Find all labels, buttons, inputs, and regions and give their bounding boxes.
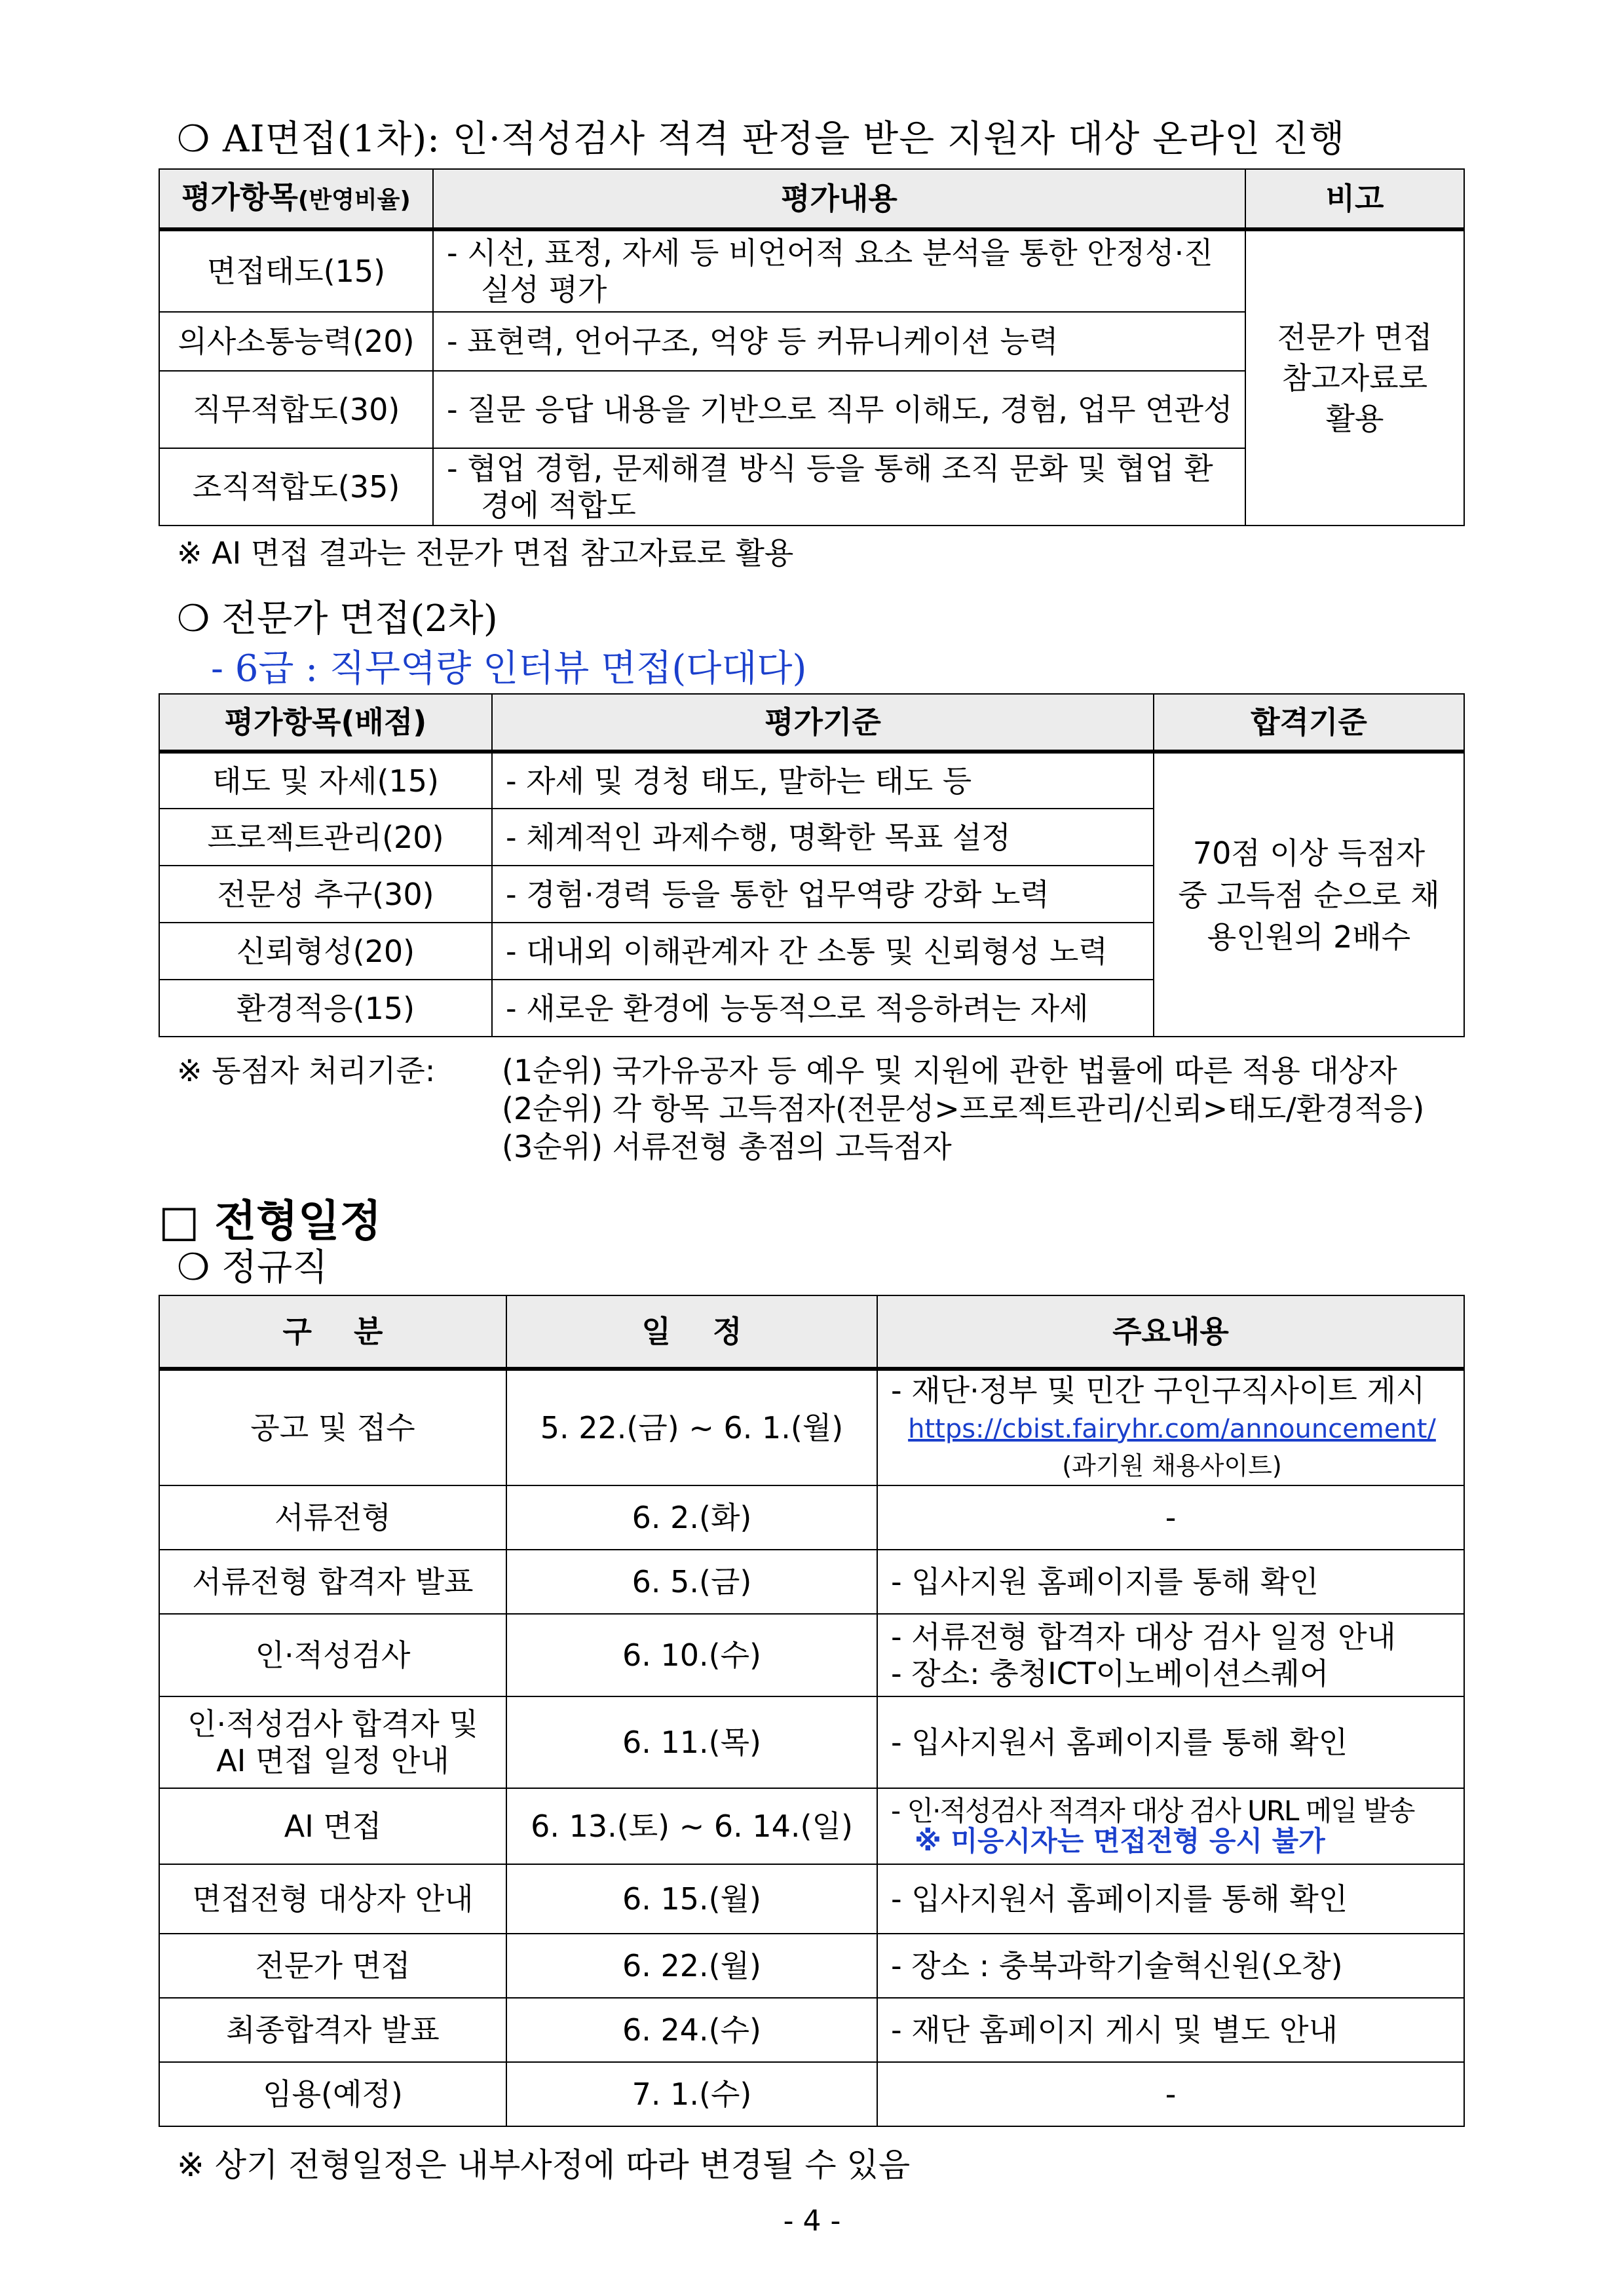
schedule-stage: 공고 및 접수 [159, 1369, 506, 1485]
ai-interview-table [159, 168, 1465, 526]
schedule-date: 6. 10.(수) [506, 1614, 877, 1696]
schedule-date: 6. 13.(토) ~ 6. 14.(일) [506, 1788, 877, 1864]
table-header: 평가항목(배점) [159, 694, 492, 752]
table-cell-criteria: - 대내외 이해관계자 간 소통 및 신뢰형성 노력 [492, 923, 1154, 980]
pass-criteria-cell: 70점 이상 득점자 중 고득점 순으로 채용인원의 2배수 [1154, 752, 1464, 1037]
table-header: 합격기준 [1154, 694, 1464, 752]
schedule-stage: AI 면접 [159, 1788, 506, 1864]
schedule-desc: - 장소 : 충북과학기술혁신원(오창) [877, 1934, 1464, 1998]
schedule-note: ※ 상기 전형일정은 내부사정에 따라 변경될 수 있음 [177, 2146, 911, 2184]
table-cell-item: 전문성 추구(30) [159, 866, 492, 923]
schedule-desc: - [877, 2062, 1464, 2126]
expert-interview-subheading: - 6급 : 직무역량 인터뷰 면접(다대다) [211, 647, 807, 690]
expert-interview-table [159, 693, 1465, 1037]
table-cell-item: 의사소통능력(20) [159, 312, 433, 371]
table-cell-item: 신뢰형성(20) [159, 923, 492, 980]
schedule-date: 6. 2.(화) [506, 1485, 877, 1550]
recruitment-site-link[interactable]: https://cbist.fairyhr.com/announcement/ [908, 1413, 1436, 1444]
schedule-date: 6. 15.(월) [506, 1864, 877, 1934]
table-cell-content: - 표현력, 언어구조, 억양 등 커뮤니케이션 능력 [433, 312, 1245, 371]
table-cell-item: 면접태도(15) [159, 229, 433, 312]
table-cell-item: 직무적합도(30) [159, 371, 433, 448]
tie-break-rule: (3순위) 서류전형 총점의 고득점자 [502, 1129, 952, 1164]
expert-interview-heading: ❍ 전문가 면접(2차) [177, 598, 498, 640]
table-header: 주요내용 [877, 1295, 1464, 1369]
schedule-desc: - 입사지원서 홈페이지를 통해 확인 [877, 1864, 1464, 1934]
table-header: 평가항목(반영비율) [159, 169, 433, 229]
schedule-date: 6. 5.(금) [506, 1550, 877, 1614]
tie-break-rule: (1순위) 국가유공자 등 예우 및 지원에 관한 법률에 따른 적용 대상자 [502, 1053, 1397, 1088]
schedule-stage: 인·적성검사 합격자 및 AI 면접 일정 안내 [159, 1696, 506, 1788]
schedule-stage: 임용(예정) [159, 2062, 506, 2126]
table-header: 비고 [1245, 169, 1464, 229]
table-cell-criteria: - 새로운 환경에 능동적으로 적응하려는 자세 [492, 980, 1154, 1037]
schedule-desc: - 인·적성검사 적격자 대상 검사 URL 메일 발송 ※ 미응시자는 면접전형 응시 불가 [877, 1788, 1464, 1864]
schedule-desc: - [877, 1485, 1464, 1550]
schedule-desc: - 입사지원 홈페이지를 통해 확인 [877, 1550, 1464, 1614]
table-header: 평가내용 [433, 169, 1245, 229]
table-cell-item: 조직적합도(35) [159, 448, 433, 526]
ai-interview-note: ※ AI 면접 결과는 전문가 면접 참고자료로 활용 [177, 535, 794, 571]
schedule-stage: 전문가 면접 [159, 1934, 506, 1998]
schedule-stage: 서류전형 [159, 1485, 506, 1550]
schedule-subheading: ❍ 정규직 [177, 1246, 328, 1289]
table-header: 구 분 [159, 1295, 506, 1369]
schedule-desc: - 입사지원서 홈페이지를 통해 확인 [877, 1696, 1464, 1788]
table-cell-item: 프로젝트관리(20) [159, 809, 492, 866]
schedule-date: 5. 22.(금) ~ 6. 1.(월) [506, 1369, 877, 1485]
ai-interview-heading: ❍ AI면접(1차): 인·적성검사 적격 판정을 받은 지원자 대상 온라인 진행 [177, 118, 1346, 161]
table-cell-item: 태도 및 자세(15) [159, 752, 492, 809]
schedule-desc: - 서류전형 합격자 대상 검사 일정 안내 - 장소: 충청ICT이노베이션스퀘어 [877, 1614, 1464, 1696]
table-cell-criteria: - 자세 및 경청 태도, 말하는 태도 등 [492, 752, 1154, 809]
schedule-stage: 최종합격자 발표 [159, 1998, 506, 2062]
table-cell-item: 환경적응(15) [159, 980, 492, 1037]
schedule-title: □ 전형일정 [159, 1196, 382, 1246]
schedule-stage: 인·적성검사 [159, 1614, 506, 1696]
remark-cell: 전문가 면접 참고자료로 활용 [1245, 229, 1464, 526]
schedule-desc: - 재단 홈페이지 게시 및 별도 안내 [877, 1998, 1464, 2062]
table-cell-content: - 시선, 표정, 자세 등 비언어적 요소 분석을 통한 안정성·진실성 평가 [433, 229, 1245, 312]
table-cell-content: - 협업 경험, 문제해결 방식 등을 통해 조직 문화 및 협업 환경에 적합도 [433, 448, 1245, 526]
schedule-table [159, 1295, 1465, 2127]
schedule-stage: 서류전형 합격자 발표 [159, 1550, 506, 1614]
tie-break-label: ※ 동점자 처리기준: [177, 1053, 436, 1088]
page-number: - 4 - [783, 2204, 841, 2238]
schedule-date: 6. 11.(목) [506, 1696, 877, 1788]
schedule-date: 7. 1.(수) [506, 2062, 877, 2126]
schedule-desc: - 재단·정부 및 민간 구인구직사이트 게시 https://cbist.fairyhr.com/announcement/ (과기원 채용사이트) [877, 1369, 1464, 1485]
schedule-stage: 면접전형 대상자 안내 [159, 1864, 506, 1934]
tie-break-rule: (2순위) 각 항목 고득점자(전문성>프로젝트관리/신뢰>태도/환경적응) [502, 1091, 1425, 1126]
table-cell-content: - 질문 응답 내용을 기반으로 직무 이해도, 경험, 업무 연관성 [433, 371, 1245, 448]
table-header: 일 정 [506, 1295, 877, 1369]
table-header: 평가기준 [492, 694, 1154, 752]
schedule-date: 6. 22.(월) [506, 1934, 877, 1998]
schedule-date: 6. 24.(수) [506, 1998, 877, 2062]
table-cell-criteria: - 체계적인 과제수행, 명확한 목표 설정 [492, 809, 1154, 866]
table-cell-criteria: - 경험·경력 등을 통한 업무역량 강화 노력 [492, 866, 1154, 923]
